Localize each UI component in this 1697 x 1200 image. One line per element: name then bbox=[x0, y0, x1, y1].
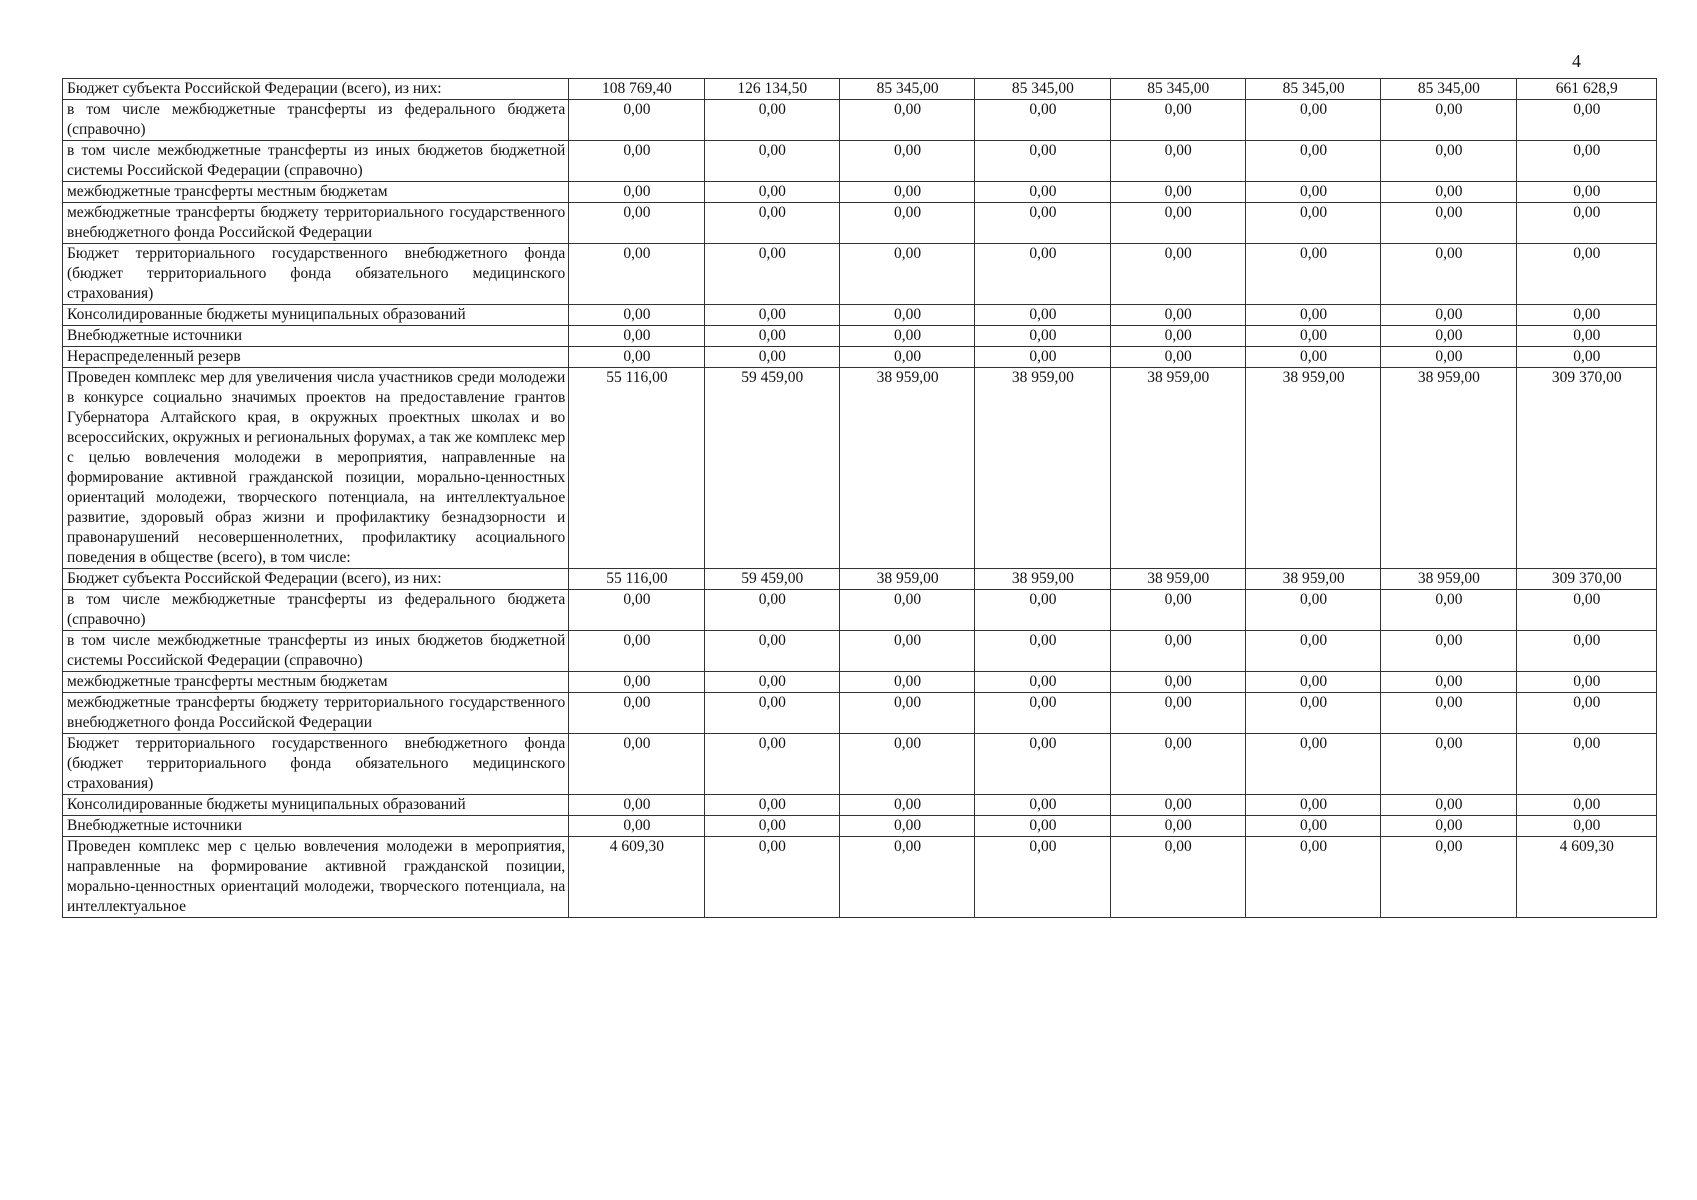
amount-cell: 0,00 bbox=[975, 203, 1110, 244]
table-row bbox=[63, 795, 1657, 816]
amount-cell: 0,00 bbox=[1245, 182, 1380, 203]
amount-cell: 0,00 bbox=[704, 347, 839, 368]
row-label: Бюджет территориального государственного внебюджетного фонда (бюджет территориального фонда обязательного медицинского страхования) bbox=[63, 244, 569, 305]
amount-cell: 0,00 bbox=[975, 734, 1110, 795]
row-label: в том числе межбюджетные трансферты из федерального бюджета (справочно) bbox=[63, 100, 569, 141]
budget-table bbox=[62, 78, 1657, 918]
amount-cell: 0,00 bbox=[704, 182, 839, 203]
amount-cell: 85 345,00 bbox=[1110, 79, 1245, 100]
amount-cell: 0,00 bbox=[839, 795, 974, 816]
row-label: Внебюджетные источники bbox=[63, 326, 569, 347]
amount-cell: 0,00 bbox=[975, 141, 1110, 182]
table-row bbox=[63, 693, 1657, 734]
amount-cell: 126 134,50 bbox=[704, 79, 839, 100]
row-label: Бюджет субъекта Российской Федерации (всего), из них: bbox=[63, 79, 569, 100]
amount-cell: 0,00 bbox=[1110, 795, 1245, 816]
amount-cell: 0,00 bbox=[569, 631, 704, 672]
amount-cell: 661 628,9 bbox=[1516, 79, 1656, 100]
table-row bbox=[63, 326, 1657, 347]
amount-cell: 0,00 bbox=[1381, 182, 1516, 203]
amount-cell: 55 116,00 bbox=[569, 368, 704, 569]
amount-cell: 38 959,00 bbox=[975, 368, 1110, 569]
amount-cell: 0,00 bbox=[1381, 693, 1516, 734]
amount-cell: 0,00 bbox=[1381, 326, 1516, 347]
amount-cell: 0,00 bbox=[1381, 590, 1516, 631]
amount-cell: 0,00 bbox=[839, 100, 974, 141]
amount-cell: 0,00 bbox=[1516, 244, 1656, 305]
amount-cell: 0,00 bbox=[975, 693, 1110, 734]
amount-cell: 0,00 bbox=[975, 631, 1110, 672]
amount-cell: 0,00 bbox=[1245, 734, 1380, 795]
amount-cell: 0,00 bbox=[1245, 326, 1380, 347]
amount-cell: 0,00 bbox=[1516, 795, 1656, 816]
amount-cell: 0,00 bbox=[1245, 631, 1380, 672]
amount-cell: 0,00 bbox=[975, 672, 1110, 693]
amount-cell: 38 959,00 bbox=[1110, 569, 1245, 590]
amount-cell: 0,00 bbox=[1245, 203, 1380, 244]
amount-cell: 0,00 bbox=[1110, 693, 1245, 734]
row-label: в том числе межбюджетные трансферты из иных бюджетов бюджетной системы Российской Федерации (справочно) bbox=[63, 141, 569, 182]
row-label: межбюджетные трансферты местным бюджетам bbox=[63, 182, 569, 203]
amount-cell: 0,00 bbox=[704, 141, 839, 182]
amount-cell: 0,00 bbox=[1110, 326, 1245, 347]
amount-cell: 0,00 bbox=[704, 305, 839, 326]
table-row bbox=[63, 837, 1657, 918]
amount-cell: 0,00 bbox=[1381, 837, 1516, 918]
amount-cell: 0,00 bbox=[1245, 141, 1380, 182]
amount-cell: 0,00 bbox=[569, 734, 704, 795]
amount-cell: 0,00 bbox=[1516, 326, 1656, 347]
amount-cell: 0,00 bbox=[1381, 203, 1516, 244]
amount-cell: 0,00 bbox=[839, 837, 974, 918]
amount-cell: 0,00 bbox=[1381, 305, 1516, 326]
row-label: Внебюджетные источники bbox=[63, 816, 569, 837]
table-row bbox=[63, 141, 1657, 182]
amount-cell: 0,00 bbox=[1381, 816, 1516, 837]
table-row bbox=[63, 816, 1657, 837]
row-label: Бюджет субъекта Российской Федерации (всего), из них: bbox=[63, 569, 569, 590]
amount-cell: 0,00 bbox=[569, 816, 704, 837]
amount-cell: 4 609,30 bbox=[569, 837, 704, 918]
amount-cell: 0,00 bbox=[1245, 305, 1380, 326]
table-row bbox=[63, 79, 1657, 100]
amount-cell: 0,00 bbox=[1516, 100, 1656, 141]
amount-cell: 0,00 bbox=[569, 100, 704, 141]
amount-cell: 85 345,00 bbox=[839, 79, 974, 100]
amount-cell: 0,00 bbox=[1381, 672, 1516, 693]
table-row bbox=[63, 347, 1657, 368]
row-label: межбюджетные трансферты бюджету территориального государственного внебюджетного фонда Российской Федерации bbox=[63, 693, 569, 734]
amount-cell: 0,00 bbox=[1110, 590, 1245, 631]
amount-cell: 0,00 bbox=[1381, 795, 1516, 816]
amount-cell: 0,00 bbox=[1516, 203, 1656, 244]
row-label: в том числе межбюджетные трансферты из федерального бюджета (справочно) bbox=[63, 590, 569, 631]
amount-cell: 0,00 bbox=[1245, 244, 1380, 305]
row-label: Проведен комплекс мер для увеличения числа участников среди молодежи в конкурсе социально значимых проектов на предоставление грантов Губернатора Алтайского края, в окружных проектных школах и во всероссийских, окружных и региональных форумах, а так же комплекс мер с целью вовлечения молодежи в мероприятия, направленные на формирование активной гражданской позиции, морально-ценностных ориентаций молодежи, творческого потенциала, на интеллектуальное развитие, здоровый образ жизни и профилактику безнадзорности и правонарушений несовершеннолетних, профилактику асоциального поведения в обществе (всего), в том числе: bbox=[63, 368, 569, 569]
amount-cell: 0,00 bbox=[704, 590, 839, 631]
amount-cell: 0,00 bbox=[569, 203, 704, 244]
table-row bbox=[63, 672, 1657, 693]
amount-cell: 0,00 bbox=[1245, 590, 1380, 631]
amount-cell: 0,00 bbox=[1516, 816, 1656, 837]
amount-cell: 0,00 bbox=[1245, 347, 1380, 368]
amount-cell: 0,00 bbox=[839, 672, 974, 693]
table-row bbox=[63, 631, 1657, 672]
amount-cell: 0,00 bbox=[1381, 347, 1516, 368]
amount-cell: 309 370,00 bbox=[1516, 569, 1656, 590]
amount-cell: 59 459,00 bbox=[704, 368, 839, 569]
amount-cell: 0,00 bbox=[704, 631, 839, 672]
amount-cell: 0,00 bbox=[569, 672, 704, 693]
amount-cell: 38 959,00 bbox=[1381, 368, 1516, 569]
amount-cell: 0,00 bbox=[1110, 182, 1245, 203]
amount-cell: 0,00 bbox=[839, 203, 974, 244]
amount-cell: 0,00 bbox=[1245, 837, 1380, 918]
amount-cell: 0,00 bbox=[569, 182, 704, 203]
table-row bbox=[63, 734, 1657, 795]
amount-cell: 0,00 bbox=[1245, 100, 1380, 141]
amount-cell: 38 959,00 bbox=[1245, 569, 1380, 590]
amount-cell: 0,00 bbox=[1516, 693, 1656, 734]
amount-cell: 59 459,00 bbox=[704, 569, 839, 590]
amount-cell: 0,00 bbox=[1516, 590, 1656, 631]
amount-cell: 85 345,00 bbox=[975, 79, 1110, 100]
amount-cell: 0,00 bbox=[1381, 734, 1516, 795]
row-label: межбюджетные трансферты бюджету территориального государственного внебюджетного фонда Российской Федерации bbox=[63, 203, 569, 244]
amount-cell: 0,00 bbox=[569, 326, 704, 347]
table-row bbox=[63, 590, 1657, 631]
amount-cell: 0,00 bbox=[839, 590, 974, 631]
table-row bbox=[63, 100, 1657, 141]
amount-cell: 0,00 bbox=[839, 141, 974, 182]
amount-cell: 0,00 bbox=[1110, 305, 1245, 326]
amount-cell: 0,00 bbox=[704, 244, 839, 305]
amount-cell: 0,00 bbox=[1245, 795, 1380, 816]
amount-cell: 0,00 bbox=[975, 305, 1110, 326]
amount-cell: 0,00 bbox=[975, 182, 1110, 203]
amount-cell: 0,00 bbox=[569, 347, 704, 368]
amount-cell: 0,00 bbox=[704, 100, 839, 141]
amount-cell: 0,00 bbox=[569, 693, 704, 734]
amount-cell: 0,00 bbox=[704, 326, 839, 347]
amount-cell: 0,00 bbox=[1381, 244, 1516, 305]
amount-cell: 0,00 bbox=[1381, 631, 1516, 672]
amount-cell: 0,00 bbox=[569, 795, 704, 816]
amount-cell: 0,00 bbox=[1245, 816, 1380, 837]
amount-cell: 0,00 bbox=[704, 837, 839, 918]
amount-cell: 0,00 bbox=[975, 326, 1110, 347]
table-row bbox=[63, 244, 1657, 305]
amount-cell: 0,00 bbox=[1516, 734, 1656, 795]
table-row bbox=[63, 203, 1657, 244]
amount-cell: 38 959,00 bbox=[1245, 368, 1380, 569]
amount-cell: 108 769,40 bbox=[569, 79, 704, 100]
amount-cell: 0,00 bbox=[1110, 100, 1245, 141]
table-row bbox=[63, 182, 1657, 203]
amount-cell: 0,00 bbox=[839, 305, 974, 326]
amount-cell: 0,00 bbox=[839, 326, 974, 347]
amount-cell: 0,00 bbox=[839, 244, 974, 305]
amount-cell: 0,00 bbox=[1110, 244, 1245, 305]
amount-cell: 0,00 bbox=[839, 816, 974, 837]
amount-cell: 0,00 bbox=[1110, 816, 1245, 837]
amount-cell: 0,00 bbox=[569, 141, 704, 182]
amount-cell: 55 116,00 bbox=[569, 569, 704, 590]
table-row bbox=[63, 368, 1657, 569]
amount-cell: 0,00 bbox=[1381, 141, 1516, 182]
amount-cell: 0,00 bbox=[975, 244, 1110, 305]
amount-cell: 0,00 bbox=[975, 816, 1110, 837]
amount-cell: 0,00 bbox=[1516, 631, 1656, 672]
amount-cell: 38 959,00 bbox=[1381, 569, 1516, 590]
amount-cell: 0,00 bbox=[839, 734, 974, 795]
amount-cell: 0,00 bbox=[975, 100, 1110, 141]
page-number: 4 bbox=[1572, 51, 1581, 71]
amount-cell: 4 609,30 bbox=[1516, 837, 1656, 918]
amount-cell: 0,00 bbox=[839, 182, 974, 203]
row-label: межбюджетные трансферты местным бюджетам bbox=[63, 672, 569, 693]
row-label: Нераспределенный резерв bbox=[63, 347, 569, 368]
amount-cell: 0,00 bbox=[569, 305, 704, 326]
amount-cell: 38 959,00 bbox=[839, 368, 974, 569]
amount-cell: 0,00 bbox=[1110, 141, 1245, 182]
amount-cell: 0,00 bbox=[975, 347, 1110, 368]
amount-cell: 0,00 bbox=[1245, 672, 1380, 693]
amount-cell: 38 959,00 bbox=[1110, 368, 1245, 569]
amount-cell: 0,00 bbox=[1110, 837, 1245, 918]
amount-cell: 0,00 bbox=[1110, 672, 1245, 693]
amount-cell: 0,00 bbox=[1516, 305, 1656, 326]
amount-cell: 0,00 bbox=[839, 347, 974, 368]
budget-table-body bbox=[63, 79, 1657, 918]
amount-cell: 0,00 bbox=[1516, 347, 1656, 368]
amount-cell: 0,00 bbox=[1110, 203, 1245, 244]
amount-cell: 0,00 bbox=[1516, 141, 1656, 182]
amount-cell: 0,00 bbox=[1381, 100, 1516, 141]
amount-cell: 0,00 bbox=[1110, 347, 1245, 368]
amount-cell: 85 345,00 bbox=[1381, 79, 1516, 100]
table-row bbox=[63, 305, 1657, 326]
amount-cell: 38 959,00 bbox=[839, 569, 974, 590]
amount-cell: 85 345,00 bbox=[1245, 79, 1380, 100]
amount-cell: 0,00 bbox=[704, 734, 839, 795]
amount-cell: 0,00 bbox=[839, 693, 974, 734]
table-row bbox=[63, 569, 1657, 590]
amount-cell: 309 370,00 bbox=[1516, 368, 1656, 569]
amount-cell: 0,00 bbox=[704, 816, 839, 837]
amount-cell: 0,00 bbox=[1516, 672, 1656, 693]
amount-cell: 0,00 bbox=[1110, 734, 1245, 795]
amount-cell: 0,00 bbox=[704, 795, 839, 816]
amount-cell: 38 959,00 bbox=[975, 569, 1110, 590]
amount-cell: 0,00 bbox=[704, 203, 839, 244]
amount-cell: 0,00 bbox=[975, 837, 1110, 918]
amount-cell: 0,00 bbox=[975, 795, 1110, 816]
amount-cell: 0,00 bbox=[569, 244, 704, 305]
amount-cell: 0,00 bbox=[1245, 693, 1380, 734]
row-label: Консолидированные бюджеты муниципальных образований bbox=[63, 795, 569, 816]
amount-cell: 0,00 bbox=[704, 672, 839, 693]
amount-cell: 0,00 bbox=[569, 590, 704, 631]
amount-cell: 0,00 bbox=[704, 693, 839, 734]
amount-cell: 0,00 bbox=[1110, 631, 1245, 672]
row-label: в том числе межбюджетные трансферты из иных бюджетов бюджетной системы Российской Федерации (справочно) bbox=[63, 631, 569, 672]
amount-cell: 0,00 bbox=[839, 631, 974, 672]
amount-cell: 0,00 bbox=[975, 590, 1110, 631]
row-label: Проведен комплекс мер с целью вовлечения молодежи в мероприятия, направленные на формирование активной гражданской позиции, морально-ценностных ориентаций молодежи, творческого потенциала, на интеллектуальное bbox=[63, 837, 569, 918]
row-label: Консолидированные бюджеты муниципальных образований bbox=[63, 305, 569, 326]
amount-cell: 0,00 bbox=[1516, 182, 1656, 203]
row-label: Бюджет территориального государственного внебюджетного фонда (бюджет территориального фонда обязательного медицинского страхования) bbox=[63, 734, 569, 795]
